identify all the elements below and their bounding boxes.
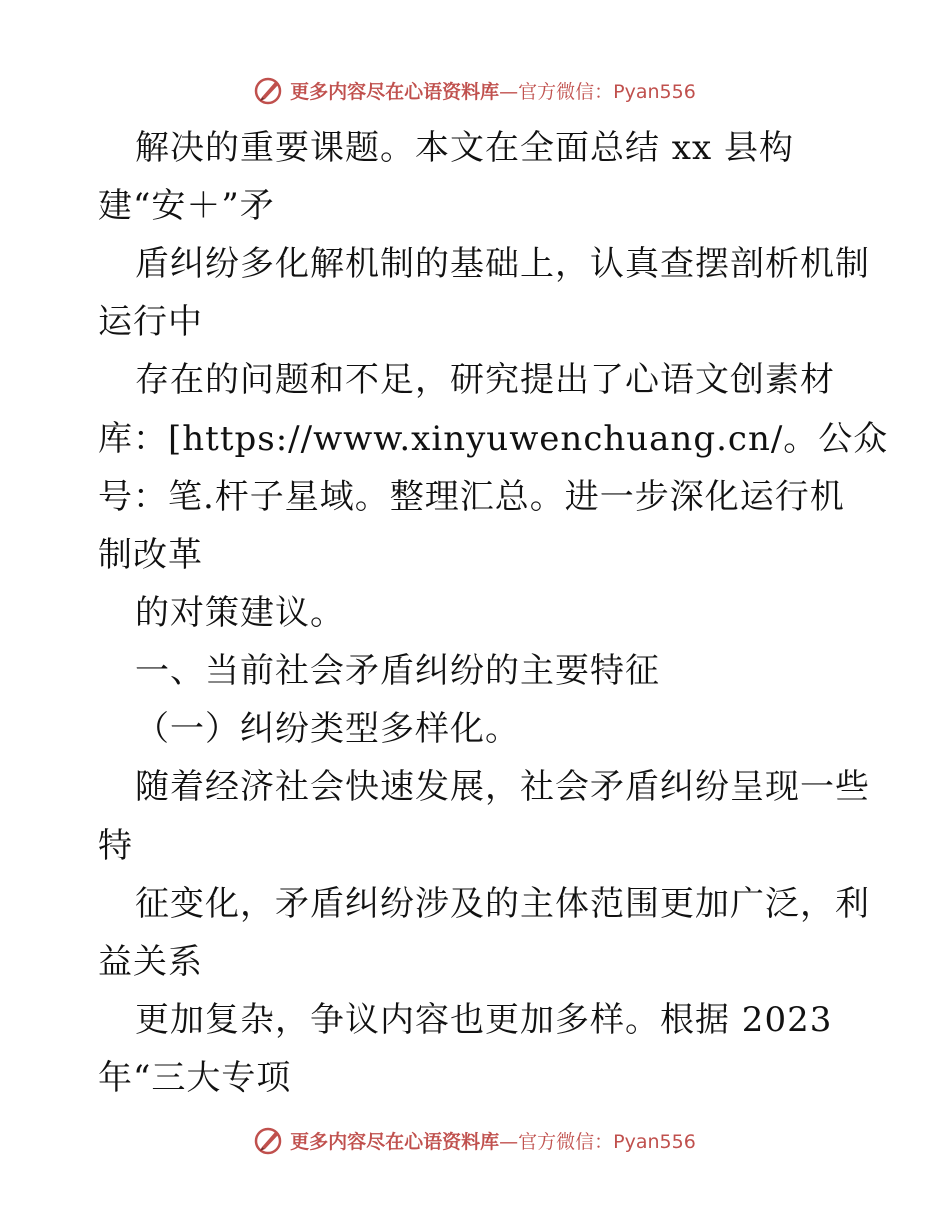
section-heading: 一、当前社会矛盾纠纷的主要特征 xyxy=(135,651,660,691)
body-line: 益关系 xyxy=(98,942,203,982)
banner-official-text: —官方微信：Pyan556 xyxy=(499,80,696,103)
banner-promo-text: 更多内容尽在心语资料库 xyxy=(290,80,500,103)
banner-official-text: —官方微信：Pyan556 xyxy=(499,1130,696,1153)
banner-promo-text: 更多内容尽在心语资料库 xyxy=(290,1130,500,1153)
subsection-heading: （一）纠纷类型多样化。 xyxy=(135,709,520,749)
quill-logo-icon xyxy=(254,1125,284,1155)
body-line: 运行中 xyxy=(98,302,203,342)
footer-banner xyxy=(0,1120,950,1160)
body-line: 的对策建议。 xyxy=(135,593,345,633)
body-line: 建“安＋”矛 xyxy=(98,186,275,226)
body-line: 更加复杂，争议内容也更加多样。根据 2023 xyxy=(135,1000,833,1040)
body-line: 随着经济社会快速发展，社会矛盾纠纷呈现一些 xyxy=(135,767,870,807)
body-line: 征变化，矛盾纠纷涉及的主体范围更加广泛，利 xyxy=(135,884,870,924)
body-line: 存在的问题和不足，研究提出了心语文创素材 xyxy=(135,360,835,400)
body-line: 制改革 xyxy=(98,535,203,575)
body-line: 年“三大专项 xyxy=(98,1058,292,1098)
body-line: 特 xyxy=(98,826,133,866)
body-line: 解决的重要课题。本文在全面总结 xx 县构 xyxy=(135,128,794,168)
body-line: 盾纠纷多化解机制的基础上，认真查摆剖析机制 xyxy=(135,244,870,284)
body-line: 号：笔.杆子星域。整理汇总。进一步深化运行机 xyxy=(98,477,845,517)
body-line: 库：[https://www.xinyuwenchuang.cn/。公众 xyxy=(98,419,889,459)
